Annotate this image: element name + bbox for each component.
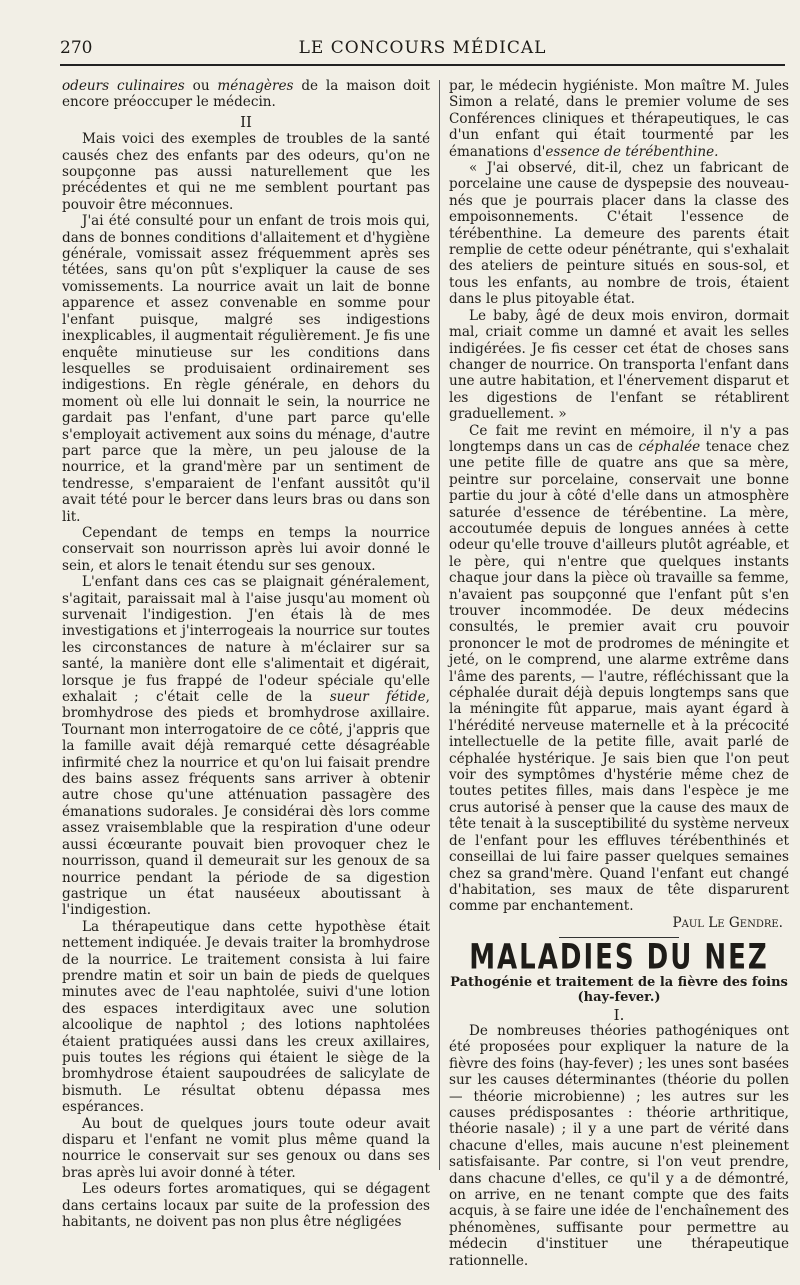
header-rule [60,64,785,66]
paragraph: L'enfant dans ces cas se plaignait généralement, s'agitait, paraissait mal à l'aise jusqu'au moment où survenait l'indigestion. J'en étais là de mes investigations et j'interrogeais la nourrice sur toutes les circonstances de nature à m'éclairer sur sa santé, la manière dont elle s'alimentait et digérait, lorsque je fus frappé de l'odeur spéciale qu'elle exhalait ; c'était celle de la sueur fétide, bromhydrose des pieds et bromhydrose axillaire. Tournant mon interrogatoire de ce côté, j'appris que la famille avait déjà remarqué cette désagréable infirmité chez la nourrice et qu'on lui faisait prendre des bains assez fréquents sans arriver à obtenir autre chose qu'une atténuation passagère des émanations sudorales. Je considérai dès lors comme assez vraisemblable que la respiration d'une odeur aussi écœurante pouvait bien provoquer chez le nourrisson, quand il demeurait sur les genoux de sa nourrice pendant la période de sa digestion gastrique un état nauséeux aboutissant à l'indigestion. [62,574,430,919]
article-title: Pathogénie et traitement de la fièvre des foins [450,974,788,990]
paragraph: De nombreuses théories pathogéniques ont été proposées pour expliquer la nature de la fièvre des foins (hay-fever) ; les unes sont basées sur les causes déterminantes (théorie du pollen — théorie microbienne) ; les autres sur les causes prédisposantes : théorie arthritique, théorie nasale) ; il y a une part de vérité dans chacune d'elles, mais aucune n'est pleinement satisfaisante. Par contre, si l'on veut prendre, dans chacune d'elles, ce qu'il y a de démontré, on arrive, en ne tenant compte que des faits acquis, à se faire une idée de l'enchaînement des phénomènes, suffisante pour permettre au médecin d'instituer une thérapeutique rationnelle. [449,1022,789,1269]
paragraph: Les odeurs fortes aromatiques, qui se dégagent dans certains locaux par suite de la profession des habitants, ne doivent pas non plus être négligées [62,1181,430,1231]
paragraph: par, le médecin hygiéniste. Mon maître M. Jules Simon a relaté, dans le premier volume de ses Conférences cliniques et thérapeutiques, le cas d'un enfant qui était tourmenté par les émanations d'essence de térébenthine. [449,78,789,160]
paragraph: « J'ai observé, dit-il, chez un fabricant de porcelaine une cause de dyspepsie des nouveau-nés que je pourrais placer dans la classe des empoisonnements. C'était l'essence de térébenthine. La demeure des parents était remplie de cette odeur pénétrante, qui s'exhalait des ateliers de peinture situés en sous-sol, et tous les enfants, au nombre de trois, étaient dans le plus pitoyable état. [449,160,789,308]
paragraph: La thérapeutique dans cette hypothèse était nettement indiquée. Je devais traiter la bromhydrose de la nourrice. Le traitement consista à lui faire prendre matin et soir un bain de pieds de quelques minutes avec de l'eau naphtolée, suivi d'une lotion des espaces interdigitaux avec une solution alcoolique de naphtol ; des lotions naphtolées étaient pratiquées aussi dans les creux axillaires, puis toutes les régions qui étaient le siège de la bromhydrose étaient saupoudrées de salicylate de bismuth. Le résultat obtenu dépassa mes espérances. [62,918,430,1116]
paragraph: Mais voici des exemples de troubles de la santé causés chez des enfants par des odeurs, qu'on ne soupçonne pas aussi naturellement que les précédentes et qui ne me semblent pourtant pas pouvoir être méconnues. [62,131,430,213]
page-header [60,36,785,62]
paragraph: Au bout de quelques jours toute odeur avait disparu et l'enfant ne vomit plus même quand la nourrice le conservait sur ses genoux ou dans ses bras après lui avoir donné à téter. [62,1115,430,1181]
paragraph: Le baby, âgé de deux mois environ, dormait mal, criait comme un damné et avait les selles indigérées. Je fis cesser cet état de choses sans changer de nourrice. On transporta l'enfant dans une autre habitation, et l'énervement disparut et les digestions de l'enfant se rétablirent graduellement. » [449,307,789,423]
section-heading-i: I. [613,1005,625,1024]
article-subtitle: (hay-fever.) [577,989,661,1005]
column-divider [439,80,440,1170]
left-column [62,78,430,1230]
paragraph: odeurs culinaires ou ménagères de la maison doit encore préoccuper le médecin. [62,78,430,111]
author-signature: Paul Le Gendre. [672,914,783,931]
right-column [449,78,789,1269]
paragraph: J'ai été consulté pour un enfant de trois mois qui, dans de bonnes conditions d'allaitement et d'hygiène générale, vomissait assez fréquemment après ses tétées, sans qu'on pût s'expliquer la cause de ses vomissements. La nourrice avait un lait de bonne apparence et assez convenable en somme pour l'enfant puisque, malgré ses indigestions inexplicables, il augmentait régulièrement. Je fis une enquête minutieuse sur les conditions dans lesquelles se produisaient ordinairement ses indigestions. En règle générale, en dehors du moment où elle lui donnait le sein, la nourrice ne gardait pas l'enfant, d'une part parce qu'elle s'employait activement aux soins du ménage, d'autre part parce que la mère, un peu jalouse de la nourrice, et la grand'mère par un sentiment de tendresse, s'emparaient de l'enfant aussitôt qu'il avait tété pour le bercer dans leurs bras ou dans son lit. [62,213,430,525]
paragraph: Ce fait me revint en mémoire, il n'y a pas longtemps dans un cas de céphalée tenace chez une petite fille de quatre ans que sa mère, peintre sur porcelaine, conservait une bonne partie du jour à côté d'elle dans un atmosphère saturée d'essence de térébentine. La mère, accoutumée depuis de longues années à cette odeur qu'elle trouve d'ailleurs plutôt agréable, et le père, qui n'entre que quelques instants chaque jour dans la pièce où travaille sa femme, n'avaient pas soupçonné que l'enfant pût s'en trouver incommodée. De deux médecins consultés, le premier avait cru pouvoir prononcer le mot de prodromes de méningite et jeté, on le comprend, une alarme extrême dans l'âme des parents, — l'autre, réfléchissant que la céphalée durait déjà depuis longtemps sans que la méningite fût apparue, mais ayant égard à l'hérédité nerveuse maternelle et à la précocité intellectuelle de la petite fille, avait parlé de céphalée hystérique. Je sais bien que l'on peut voir des symptômes d'hystérie même chez de toutes petites filles, mais dans l'espèce je me crus autorisé à penser que la cause des maux de tête tenait à la susceptibilité du système nerveux de l'enfant pour les effluves térébenthinés et conseillai de lui faire passer quelques semaines chez sa grand'mère. Quand l'enfant eut changé d'habitation, ses maux de tête disparurent comme par enchantement. [449,422,789,915]
paragraph: Cependant de temps en temps la nourrice conservait son nourrisson après lui avoir donné le sein, et alors le tenait étendu sur ses genoux. [62,524,430,574]
section-title: MALADIES DU NEZ [469,937,769,979]
page-number: 270 [60,38,93,58]
journal-title: LE CONCOURS MÉDICAL [298,38,547,58]
section-heading-ii: II [240,112,252,131]
